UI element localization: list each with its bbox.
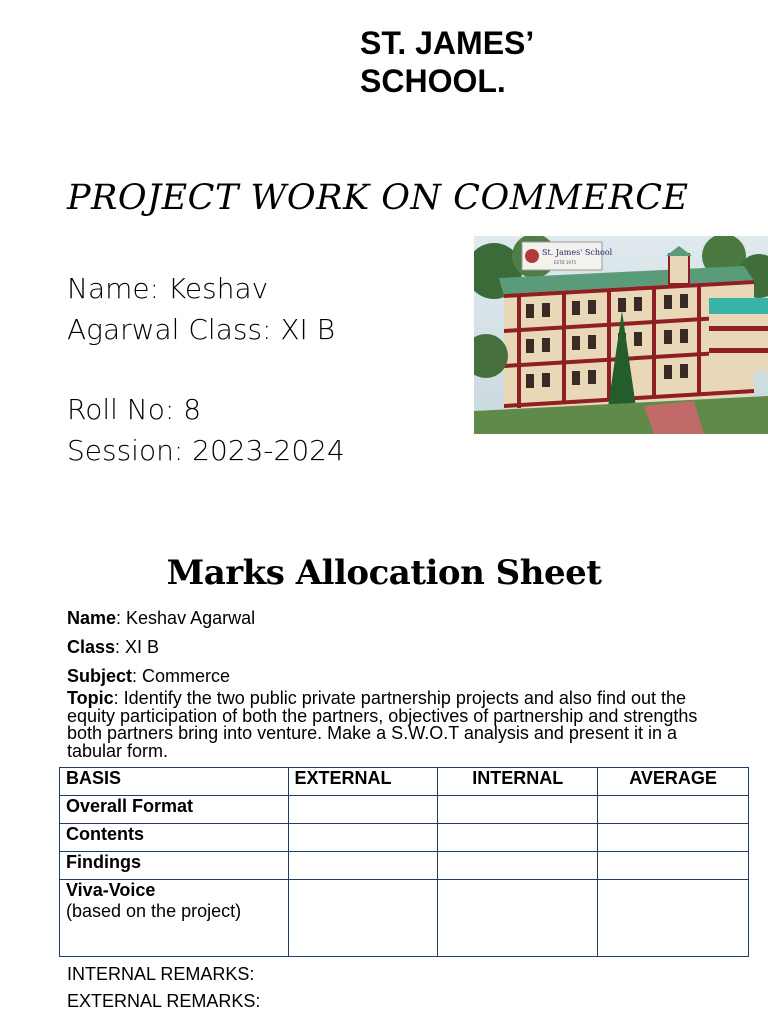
field-subject-value: : Commerce (132, 666, 231, 686)
field-topic-value: : Identify the two public private partnership projects and also find out the equity participation of both the partners, objectives of partnership and strengths both partners bring into venture. Make a S.W.O.T analysis and present it in a tabular form. (67, 688, 698, 761)
student-info-line1: Name: Keshav (67, 272, 269, 305)
cell-external[interactable] (288, 824, 438, 852)
cell-external[interactable] (288, 852, 438, 880)
school-building-photo (474, 236, 768, 434)
field-topic (67, 690, 717, 760)
cell-internal[interactable] (438, 852, 598, 880)
row-basis: Viva-Voice (66, 880, 156, 900)
row-basis-note: (based on the project) (66, 901, 242, 921)
field-class (67, 633, 159, 662)
school-name (360, 24, 680, 100)
photo-sign-text: St. James' School (542, 248, 613, 257)
field-class-label: Class (67, 637, 116, 657)
row-basis: Findings (60, 852, 289, 880)
student-info-line2: Agarwal Class: XI B (67, 313, 336, 346)
field-name-label: Name (67, 608, 117, 628)
cell-average[interactable] (598, 796, 749, 824)
cell-average[interactable] (598, 824, 749, 852)
external-remarks: EXTERNAL REMARKS: (67, 991, 261, 1011)
table-row (60, 880, 749, 957)
cell-average[interactable] (598, 852, 749, 880)
header-basis: BASIS (60, 768, 289, 796)
field-class-value: : XI B (115, 637, 160, 657)
cell-internal[interactable] (438, 824, 598, 852)
project-title: PROJECT WORK ON COMMERCE (67, 178, 689, 218)
row-basis: Overall Format (60, 796, 289, 824)
student-info-line4: Session: 2023-2024 (67, 434, 345, 467)
field-topic-label: Topic (67, 688, 114, 708)
cell-internal[interactable] (438, 796, 598, 824)
photo-sign-subtext: ESTD 1975 (554, 260, 577, 265)
marks-sheet-title: Marks Allocation Sheet (166, 553, 602, 593)
student-info-line3: Roll No: 8 (67, 393, 202, 426)
student-info-name-class (67, 268, 335, 350)
row-basis: Contents (60, 824, 289, 852)
cell-internal[interactable] (438, 880, 598, 957)
table-row (60, 824, 749, 852)
field-subject-label: Subject (67, 666, 133, 686)
school-building-illustration (474, 236, 768, 434)
cell-external[interactable] (288, 880, 438, 957)
school-name-line1: ST. JAMES’ (360, 25, 535, 61)
student-info-roll-session (67, 389, 345, 471)
header-internal: INTERNAL (438, 768, 598, 796)
header-average: AVERAGE (598, 768, 749, 796)
table-row (60, 852, 749, 880)
marks-table-header-row (60, 768, 749, 796)
internal-remarks: INTERNAL REMARKS: (67, 964, 255, 984)
table-row (60, 796, 749, 824)
school-name-line2: SCHOOL. (360, 63, 506, 99)
field-name-value: : Keshav Agarwal (116, 608, 256, 628)
row-basis-cell (60, 880, 289, 957)
field-subject (67, 662, 230, 691)
cell-external[interactable] (288, 796, 438, 824)
cell-average[interactable] (598, 880, 749, 957)
header-external: EXTERNAL (288, 768, 438, 796)
field-name (67, 604, 255, 633)
marks-table (59, 767, 749, 957)
